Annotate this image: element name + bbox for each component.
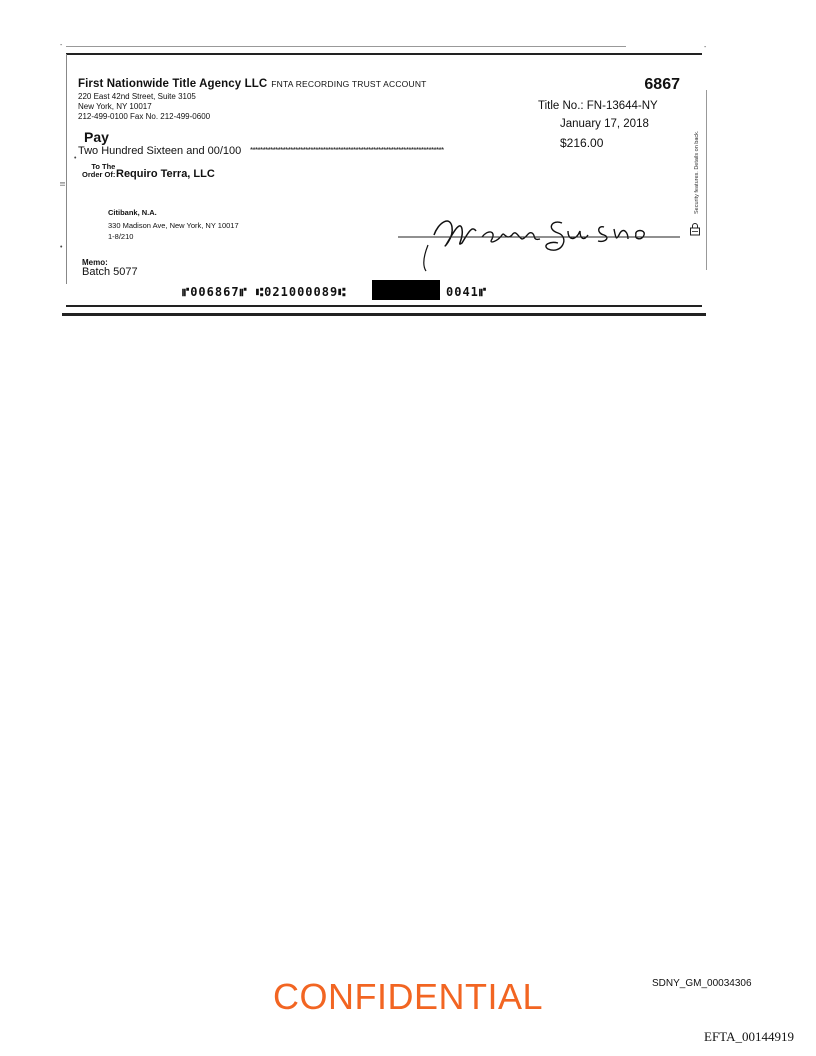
amount-asterisks: ***************************************************************************** [250,146,444,155]
to-the-label: To The [91,162,116,171]
check-top-border-faint [66,46,626,47]
order-of-label: Order Of: [82,170,116,179]
scan-mark: - [704,44,707,51]
company-name-text: First Nationwide Title Agency LLC [78,78,268,90]
security-features-text: Security features. Details on back. [694,130,700,214]
signature-stroke-m [434,221,476,246]
check-left-border [66,54,67,284]
efta-number: EFTA_00144919 [704,1029,794,1044]
signature-stroke-s [546,222,564,250]
check-top-border [66,53,702,55]
memo-text: Batch 5077 [82,266,138,278]
check-amount: $216.00 [560,136,604,150]
redaction-box [372,280,440,300]
pay-label: Pay [84,129,109,145]
check-bottom-border [66,305,702,307]
bank-address: 330 Madison Ave, New York, NY 10017 [108,221,239,230]
bank-name: Citibank, N.A. [108,208,157,217]
check-bottom-border-2 [62,313,706,316]
company-name [78,78,427,90]
lock-icon [689,222,701,236]
bates-number: SDNY_GM_00034306 [652,978,752,989]
scan-mark: • [74,155,77,162]
scan-mark: • [60,244,63,251]
scan-mark: - [60,42,63,49]
signature [398,205,698,275]
confidential-stamp: CONFIDENTIAL [272,976,544,1017]
check-date: January 17, 2018 [560,118,649,130]
company-phone-fax: 212-499-0100 Fax No. 212-499-0600 [78,112,211,121]
signature-tail [424,245,428,271]
company-address-line1: 220 East 42nd Street, Suite 3105 [78,92,196,101]
signature-stroke-sno [598,227,644,242]
company-address-line2: New York, NY 10017 [78,102,152,111]
check-number: 6867 [644,76,680,93]
amount-in-words: Two Hundred Sixteen and 00/100 [78,145,242,157]
memo-label: Memo: [82,258,108,267]
payee-name: Requiro Terra, LLC [116,168,215,180]
title-number: Title No.: FN-13644-NY [538,100,658,112]
account-name: FNTA RECORDING TRUST ACCOUNT [271,79,427,89]
check-right-border [706,90,707,270]
micr-line-left: ⑈006867⑈ ⑆021000089⑆ [182,285,347,299]
bank-fraction: 1-8/210 [108,232,134,241]
micr-line-right: 0041⑈ [446,285,488,299]
to-the-order-of-label [82,163,115,179]
left-margin-mark: ||| [60,181,66,186]
